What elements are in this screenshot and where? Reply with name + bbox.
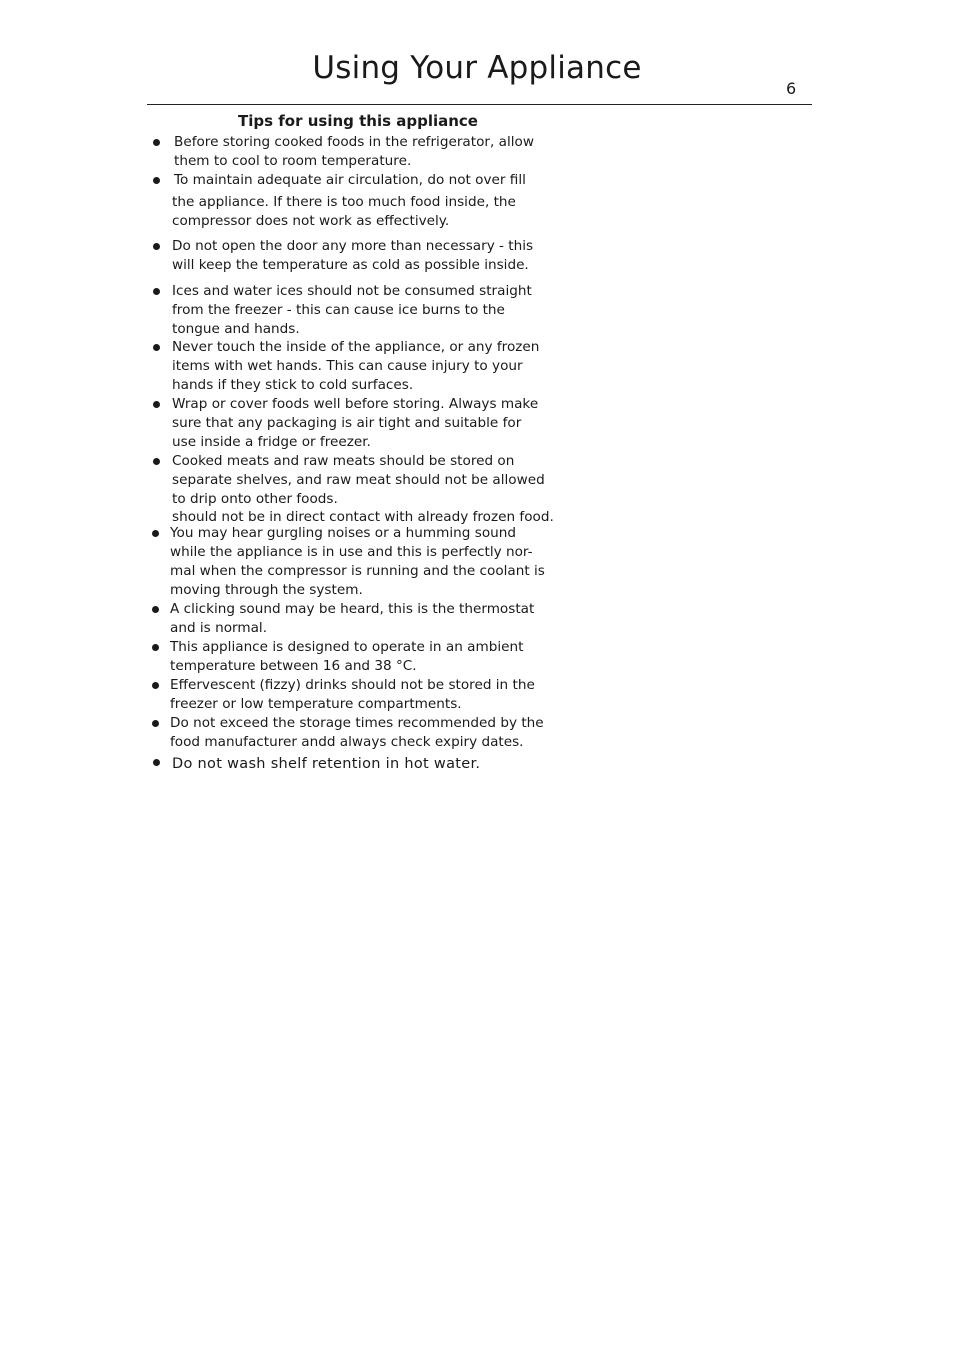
bullet-icon <box>153 759 160 766</box>
tip-line: Do not open the door any more than necessary - this <box>172 238 534 254</box>
bullet-icon <box>152 720 159 727</box>
tip-line: the appliance. If there is too much food inside, the <box>172 194 516 210</box>
tip-item <box>172 754 592 774</box>
tip-item-continuation <box>172 193 592 231</box>
bullet-icon <box>153 401 160 408</box>
page-title: Using Your Appliance <box>312 50 642 86</box>
bullet-icon <box>152 682 159 689</box>
tip-line: food manufacturer andd always check expiry dates. <box>170 734 524 750</box>
bullet-icon <box>153 177 160 184</box>
tip-line: Before storing cooked foods in the refrigerator, allow <box>174 134 534 150</box>
tip-line: Cooked meats and raw meats should be stored on <box>172 453 515 469</box>
tip-item <box>172 237 592 275</box>
tip-item <box>174 133 594 171</box>
tip-line: freezer or low temperature compartments. <box>170 696 462 712</box>
tip-line: will keep the temperature as cold as possible inside. <box>172 257 529 273</box>
tip-line: temperature between 16 and 38 °C. <box>170 658 417 674</box>
tip-line: hands if they stick to cold surfaces. <box>172 377 414 393</box>
page-number: 6 <box>786 79 797 98</box>
bullet-icon <box>153 288 160 295</box>
tip-line: moving through the system. <box>170 582 363 598</box>
tip-item <box>170 676 590 714</box>
tip-item <box>170 638 590 676</box>
tip-line: To maintain adequate air circulation, do not over fill <box>174 172 526 188</box>
tip-line: them to cool to room temperature. <box>174 153 412 169</box>
tip-line: should not be in direct contact with already frozen food. <box>172 509 554 525</box>
tip-line: sure that any packaging is air tight and suitable for <box>172 415 522 431</box>
tip-item <box>172 282 592 339</box>
tip-line: mal when the compressor is running and the coolant is <box>170 563 545 579</box>
header-divider <box>147 104 812 105</box>
tip-line: use inside a fridge or freezer. <box>172 434 371 450</box>
bullet-icon <box>153 243 160 250</box>
tip-line: separate shelves, and raw meat should not be allowed <box>172 472 545 488</box>
tip-line: items with wet hands. This can cause injury to your <box>172 358 523 374</box>
tip-line: A clicking sound may be heard, this is the thermostat <box>170 601 535 617</box>
tip-line: Never touch the inside of the appliance, or any frozen <box>172 339 540 355</box>
tip-line: Do not exceed the storage times recommended by the <box>170 715 544 731</box>
tip-item <box>170 714 590 752</box>
bullet-icon <box>153 458 160 465</box>
tip-item <box>170 524 590 600</box>
tip-line: Do not wash shelf retention in hot water. <box>172 756 481 772</box>
tip-line: Effervescent (fizzy) drinks should not be stored in the <box>170 677 535 693</box>
tip-item <box>172 452 592 509</box>
bullet-icon <box>153 344 160 351</box>
tip-item <box>172 338 592 395</box>
tip-line: You may hear gurgling noises or a humming sound <box>170 525 517 541</box>
bullet-icon <box>152 644 159 651</box>
tip-line: compressor does not work as effectively. <box>172 213 450 229</box>
section-heading: Tips for using this appliance <box>238 112 478 130</box>
bullet-icon <box>152 606 159 613</box>
tip-line: to drip onto other foods. <box>172 491 338 507</box>
tip-line: tongue and hands. <box>172 321 300 337</box>
tip-line: Ices and water ices should not be consumed straight <box>172 283 532 299</box>
tip-line: while the appliance is in use and this is perfectly nor- <box>170 544 533 560</box>
tip-item <box>172 395 592 452</box>
bullet-icon <box>152 530 159 537</box>
tip-line: This appliance is designed to operate in an ambient <box>170 639 524 655</box>
tip-line: and is normal. <box>170 620 268 636</box>
tip-line: from the freezer - this can cause ice burns to the <box>172 302 505 318</box>
tip-line: Wrap or cover foods well before storing. Always make <box>172 396 539 412</box>
tip-item <box>174 171 594 190</box>
tip-item <box>170 600 590 638</box>
bullet-icon <box>153 139 160 146</box>
